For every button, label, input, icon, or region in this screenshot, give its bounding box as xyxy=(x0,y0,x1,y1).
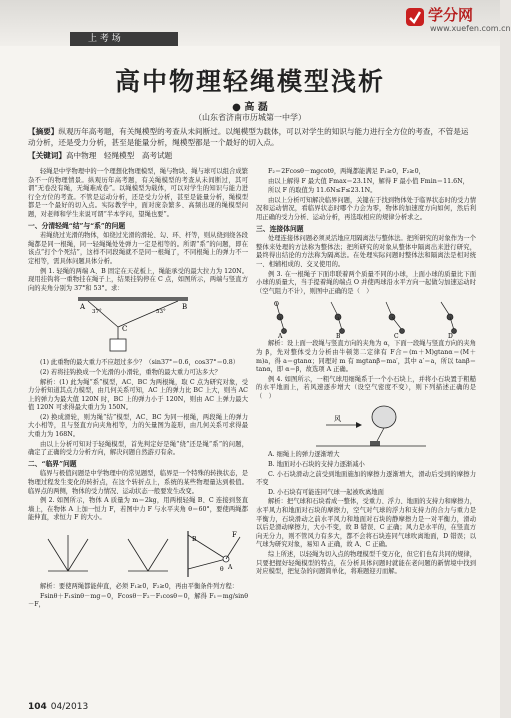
paragraph: 临界与极值问题是中学物理中的常见题型，临界是一个特殊的转换状态，是物理过程发生变化的转折点，在这个转折点上，系统的某些物理量达到极值。临界点的两侧，物体的受力情况、运动状态一般要发生改变。 xyxy=(28,470,248,495)
abstract-text: 纵观历年高考题，有关绳模型的考查从未间断过。以绳模型为载体，可以对学生的知识与能力进行全方位的考查，不管是运动分析，还是受力分析，甚至是能量分析，绳模型都是一个最好的切入点。 xyxy=(28,127,469,147)
abstract xyxy=(28,126,474,148)
fig1-label-c: C xyxy=(122,325,128,334)
article-title: 高中物理轻绳模型浅析 xyxy=(114,67,385,96)
fig3-option-c: C xyxy=(394,333,399,341)
section-heading: 三、连接体问题 xyxy=(256,224,304,233)
paragraph: 解析：(1) 此为绳“系”模型，AC、BC 为两根绳，取 C 点为研究对象，受力分析知道其点力模型，由几何关系可知，AC 上的弹力比 BC 上大，则当 AC 上的弹力为最大值 120N 时，BC 上的弹力小于 120N，则由 AC 上弹力最大值 120N 可求得最大重力为 150N。 xyxy=(28,378,248,412)
paragraph: 处理连接体问题必须灵活地应用隔离法与整体法。把所研究的对象作为一个整体来处理的方法称为整体法；把所研究的对象从整体中隔离出来进行研究，最终得出结论的方法称为隔离法。在处理实际问题时整体法和隔离法是相对统一、相辅相成的、交叉使用的。 xyxy=(256,235,476,268)
paragraph: 轻绳是中学物理中的一个理想化物理模型，绳与物块、绳与球可以组合成繁杂不一的物理情景。纵观历年高考题，有关绳模型的考查从未间断过，其可谓“无卷没有绳，无绳难成卷”。以绳模型为载体，可以对学生的知识与能力进行全方位的考查。不管是运动分析，还是受力分析，甚至是能量分析，绳模型都是一个最好的切入点。实际教学中，面对庞杂繁多、高频出现的绳模型问题，对老师和学生来说可谓“半本学问，望绳也要”。 xyxy=(28,168,248,218)
keywords xyxy=(28,150,474,161)
paragraph: 由以上分析可知解决临界问题，关键在于找到物体处于临界状态时的受力情况和运动情况，看临界状态时哪个力会为零，物体的加速度方向如何，然后利用正确的受力分析、运动分析，再选取相应的规律分析求之。 xyxy=(256,196,476,221)
fig1-angle-37: 37° xyxy=(92,309,102,316)
option-d: D. 小石块有可能连同气球一起被吹离地面 xyxy=(268,488,384,496)
fig1-angle-53: 53° xyxy=(156,309,166,316)
abstract-label: 【摘要】 xyxy=(28,127,59,136)
fig2-label-b: B xyxy=(192,536,197,543)
paragraph: 例 2. 如图所示，物体 A 质量为 m＝2kg，用两根轻绳 B、C 连接到竖直墙上，在物体 A 上加一恒力 F，若图中力 F 与水平夹角 θ＝60°，要使两绳都能伸直，求恒力 F 的大小。 xyxy=(28,497,248,522)
section-heading: 一、分清轻绳“结”与“系”的问题 xyxy=(28,221,126,230)
logo-url: www.xuefen.com.cn xyxy=(430,24,511,33)
option-c: C. 小石块滑动之前受到地面施加的摩擦力逐渐增大，滑动后受到的摩擦力不变 xyxy=(256,470,476,487)
paragraph: 若绳绕过光滑的物体，如绕过光滑的滑轮、勾、环、杆等，则从绕到绕各段绳都是同一根绳，同一轻绳绳处处弹力一定是相等的。所谓“系”的问题，即在该点“打个个死结”，这样不同段绳就不是同一根绳了，不同根绳上的弹力不一定相等，需具体问题具体分析。 xyxy=(28,232,248,265)
fig4-wind-label: 风 xyxy=(334,415,341,424)
keywords-text: 高中物理 轻绳模型 高考试题 xyxy=(65,151,173,160)
article-author: ● 高 磊 xyxy=(232,102,268,113)
paragraph: 综上所述，以轻绳为切入点的物理模型千变万化，但它们也有共同的规律，只要把握好轻绳模型的特点，在分析具体问题时就能在老问题的新情境中找到对应模型，把复杂的问题简单化，将难题迎刃而解。 xyxy=(256,551,476,576)
fig1-label-b: B xyxy=(182,303,188,312)
fig2-label-f: F xyxy=(232,531,237,539)
section-tag: 上 考 场 xyxy=(70,32,178,46)
figure-2-force-diagrams xyxy=(28,525,248,581)
option-b: B. 地面对小石块的支持力逐渐减小 xyxy=(268,461,365,469)
paragraph: 例 1. 轻绳的两端 A、B 固定在天花板上，绳能承受的最大拉力为 120N。现用挂钩将一重物挂在绳子上，结果挂钩停在 C 点，如图所示，两端与竖直方向的夹角分别为 37°和 53°。求： xyxy=(28,267,248,292)
paragraph: 解析：设上面一段绳与竖直方向的夹角为 α，下面一段绳与竖直方向的夹角为 β，先对整体受力分析由牛顿第二定律有 F合＝(m＋M)gtanα＝(M＋m)a，得 a＝gtanα；同理对 m 有 mgtanβ＝ma′，其中 a′＝a，所以 tanβ＝tanα，即 α＝β，故选项 A 正确。 xyxy=(256,340,476,374)
paragraph: 由以上分析可知对于轻绳模型，首先判定好是绳“绕”还是绳“系”的问题，确定了正确的受力分析方向，解决问题自然游刃有余。 xyxy=(28,440,248,457)
fig3-option-a: A xyxy=(278,333,283,341)
logo-icon xyxy=(404,6,426,28)
issue-number: 04/2013 xyxy=(50,702,89,712)
option-a: A. 细绳上的弹力逐渐增大 xyxy=(268,451,340,459)
fig2-label-a: A xyxy=(228,564,233,571)
figure-1-hanging-weight xyxy=(28,295,248,357)
paragraph: 所以 F 的取值为 11.6N≤F≤23.1N。 xyxy=(268,187,377,195)
paragraph: 例 3. 在一根绳子下面串联着两个质量不同的小球，上面小球的质量比下面小球的质量大，当手提着绳的端点 O 并使两球沿水平方向一起做匀加速运动时（空气阻力不计），则图中正确的是（ ） xyxy=(256,270,476,295)
fig1-label-a: A xyxy=(80,303,86,312)
paragraph: 由以上解得 F 最大值 Fmax＝23.1N，解得 F 最小值 Fmin＝11.6N， xyxy=(268,177,469,185)
equation-line: Fsinθ＋F₁sinθ－mg＝0，Fcosθ－F₂－F₁cosθ＝0，解得 F₁＝mg/sinθ－F， xyxy=(28,592,248,609)
paragraph: 例 4. 如图所示，一粗气球用细绳系于一个小石块上，并将小石块置于粗糙的水平地面上，若风速逐步增大（设空气密度不变），则下列描述正确的是（ ） xyxy=(256,375,476,400)
figure-4-balloon-wind xyxy=(256,403,476,449)
paragraph: (2) 若将挂钩换成一个光滑的小滑轮，重物的最大重力可达多大？ xyxy=(40,368,221,376)
paragraph: F₂＝2Fcosθ－mgcotθ，两绳都能满足 F₁≥0，F₂≥0， xyxy=(268,168,425,175)
paragraph: 解析：把气球和石块看成一整体，受重力、浮力、地面的支持力和摩擦力，水平风力和地面对石块的摩擦力，空气对气球的浮力和支持力的合力与重力是平衡力，石块滑动之前水平风力和地面对石块的静摩擦力是一对平衡力，滑动以后是滑动摩擦力，大小不变，故 B 错误、C 正确；风力是水平的，在竖直方向无分力，则不管风力有多大，都不会将石块连同气球吹离地面，D 错误；以气球为研究对象，易知 A 正确，故 A、C 正确。 xyxy=(256,498,476,549)
article-affiliation: （山东省济南市历城第一中学） xyxy=(194,113,306,122)
logo-name: 学分网 xyxy=(428,6,474,24)
fig3-label-o: O xyxy=(274,301,279,309)
fig3-option-b: B xyxy=(336,333,341,341)
paragraph: (2) 换成滑轮，则为绳“结”模型，AC、BC 为同一根绳，两段绳上的弹力大小相等，且与竖直方向夹角相等，力的矢量图为菱形，由几何关系可求得最大重力为 168N。 xyxy=(28,413,248,439)
figure-3-ball-options xyxy=(256,298,476,341)
fig3-option-d: D xyxy=(448,333,453,341)
page-footer xyxy=(28,702,88,712)
site-logo[interactable] xyxy=(404,2,511,38)
keywords-label: 【关键词】 xyxy=(28,151,66,160)
left-column xyxy=(28,168,248,611)
right-column xyxy=(256,168,476,578)
paragraph: (1) 此重物的最大重力不应超过多少？（sin37°＝0.6，cos37°＝0.8） xyxy=(40,359,240,367)
paragraph: 解析：要使两绳都能伸直，必须 F₁≥0，F₂≥0，再由平衡条件列方程： xyxy=(40,583,239,590)
page-number: 104 xyxy=(28,702,47,712)
section-heading: 二、“临界”问题 xyxy=(28,459,77,468)
fig2-label-theta: θ xyxy=(220,566,224,573)
